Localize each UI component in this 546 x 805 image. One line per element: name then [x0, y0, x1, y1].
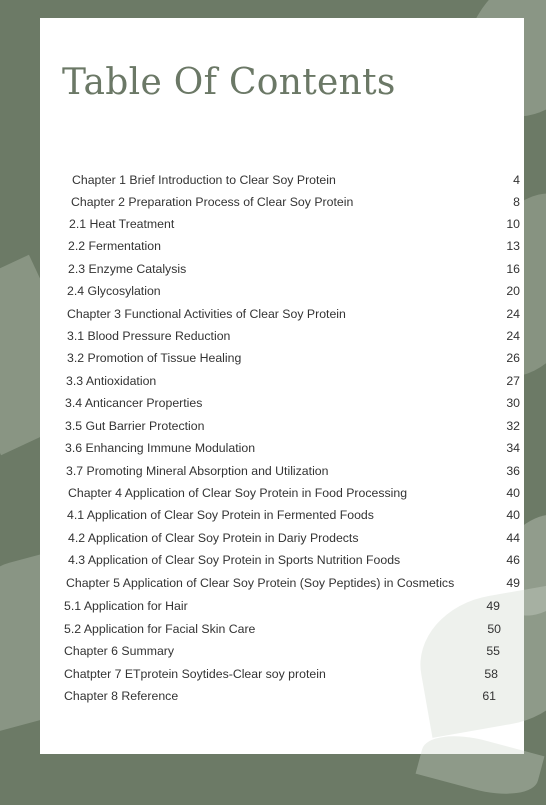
toc-entry-label: Chapter 4 Application of Clear Soy Protein in Food Processing — [68, 486, 408, 500]
toc-entry-label: 3.6 Enhancing Immune Modulation — [65, 441, 256, 455]
toc-entry-label: 2.3 Enzyme Catalysis — [68, 262, 187, 276]
toc-entry-label: 3.7 Promoting Mineral Absorption and Utilization — [66, 464, 329, 478]
toc-entry-label: 3.1 Blood Pressure Reduction — [67, 329, 231, 343]
toc-entry-page: 44 — [506, 531, 520, 545]
toc-entry-page: 40 — [506, 486, 520, 500]
toc-entry-label: 3.4 Anticancer Properties — [65, 396, 203, 410]
toc-entry-label: Chapter 6 Summary — [64, 644, 175, 658]
toc-entry-label: 4.1 Application of Clear Soy Protein in Fermented Foods — [67, 508, 374, 522]
toc-entry-page: 27 — [506, 374, 520, 388]
toc-entry-page: 30 — [506, 396, 520, 410]
toc-entry-page: 36 — [506, 464, 520, 478]
toc-entry-label: Chapter 5 Application of Clear Soy Protein (Soy Peptides) in Cosmetics — [66, 576, 455, 590]
toc-entry-page: 58 — [484, 667, 498, 681]
toc-entry-page: 20 — [506, 284, 520, 298]
toc-entry-label: Chapter 2 Preparation Process of Clear Soy Protein — [71, 195, 354, 209]
toc-entry-label: 2.1 Heat Treatment — [69, 217, 175, 231]
toc-entry-label: 3.5 Gut Barrier Protection — [65, 419, 205, 433]
toc-entry-label: 2.2 Fermentation — [68, 239, 161, 253]
toc-entry-page: 8 — [513, 195, 520, 209]
page-title: Table Of Contents — [62, 62, 396, 103]
toc-entry-label: 3.2 Promotion of Tissue Healing — [67, 351, 242, 365]
toc-entry-page: 10 — [506, 217, 520, 231]
toc-entry-label: 5.1 Application for Hair — [64, 599, 188, 613]
toc-entry-page: 4 — [513, 173, 520, 187]
toc-entry-page: 55 — [486, 644, 500, 658]
toc-entry-page: 49 — [486, 599, 500, 613]
toc-entry-label: Chapter 3 Functional Activities of Clear Soy Protein — [67, 307, 346, 321]
toc-entry-page: 40 — [506, 508, 520, 522]
toc-entry-page: 32 — [506, 419, 520, 433]
toc-entry-label: Chatpter 7 ETprotein Soytides-Clear soy protein — [64, 667, 326, 681]
toc-entry-page: 50 — [487, 622, 501, 636]
toc-entry-label: Chapter 1 Brief Introduction to Clear Soy Protein — [72, 173, 336, 187]
toc-entry-page: 34 — [506, 441, 520, 455]
toc-entry-label: 4.3 Application of Clear Soy Protein in Sports Nutrition Foods — [68, 553, 401, 567]
toc-entry-page: 49 — [506, 576, 520, 590]
toc-entry-label: 3.3 Antioxidation — [66, 374, 157, 388]
toc-entry-page: 16 — [506, 262, 520, 276]
toc-entry-page: 26 — [506, 351, 520, 365]
toc-entry-page: 13 — [506, 239, 520, 253]
toc-entry-label: Chapter 8 Reference — [64, 689, 179, 703]
toc-entry-page: 24 — [506, 307, 520, 321]
toc-entry-label: 5.2 Application for Facial Skin Care — [64, 622, 256, 636]
toc-entry-page: 24 — [506, 329, 520, 343]
toc-entry-label: 2.4 Glycosylation — [67, 284, 161, 298]
toc-entry-page: 61 — [482, 689, 496, 703]
toc-entry-page: 46 — [506, 553, 520, 567]
toc-entry-label: 4.2 Application of Clear Soy Protein in Dariy Prodects — [68, 531, 359, 545]
